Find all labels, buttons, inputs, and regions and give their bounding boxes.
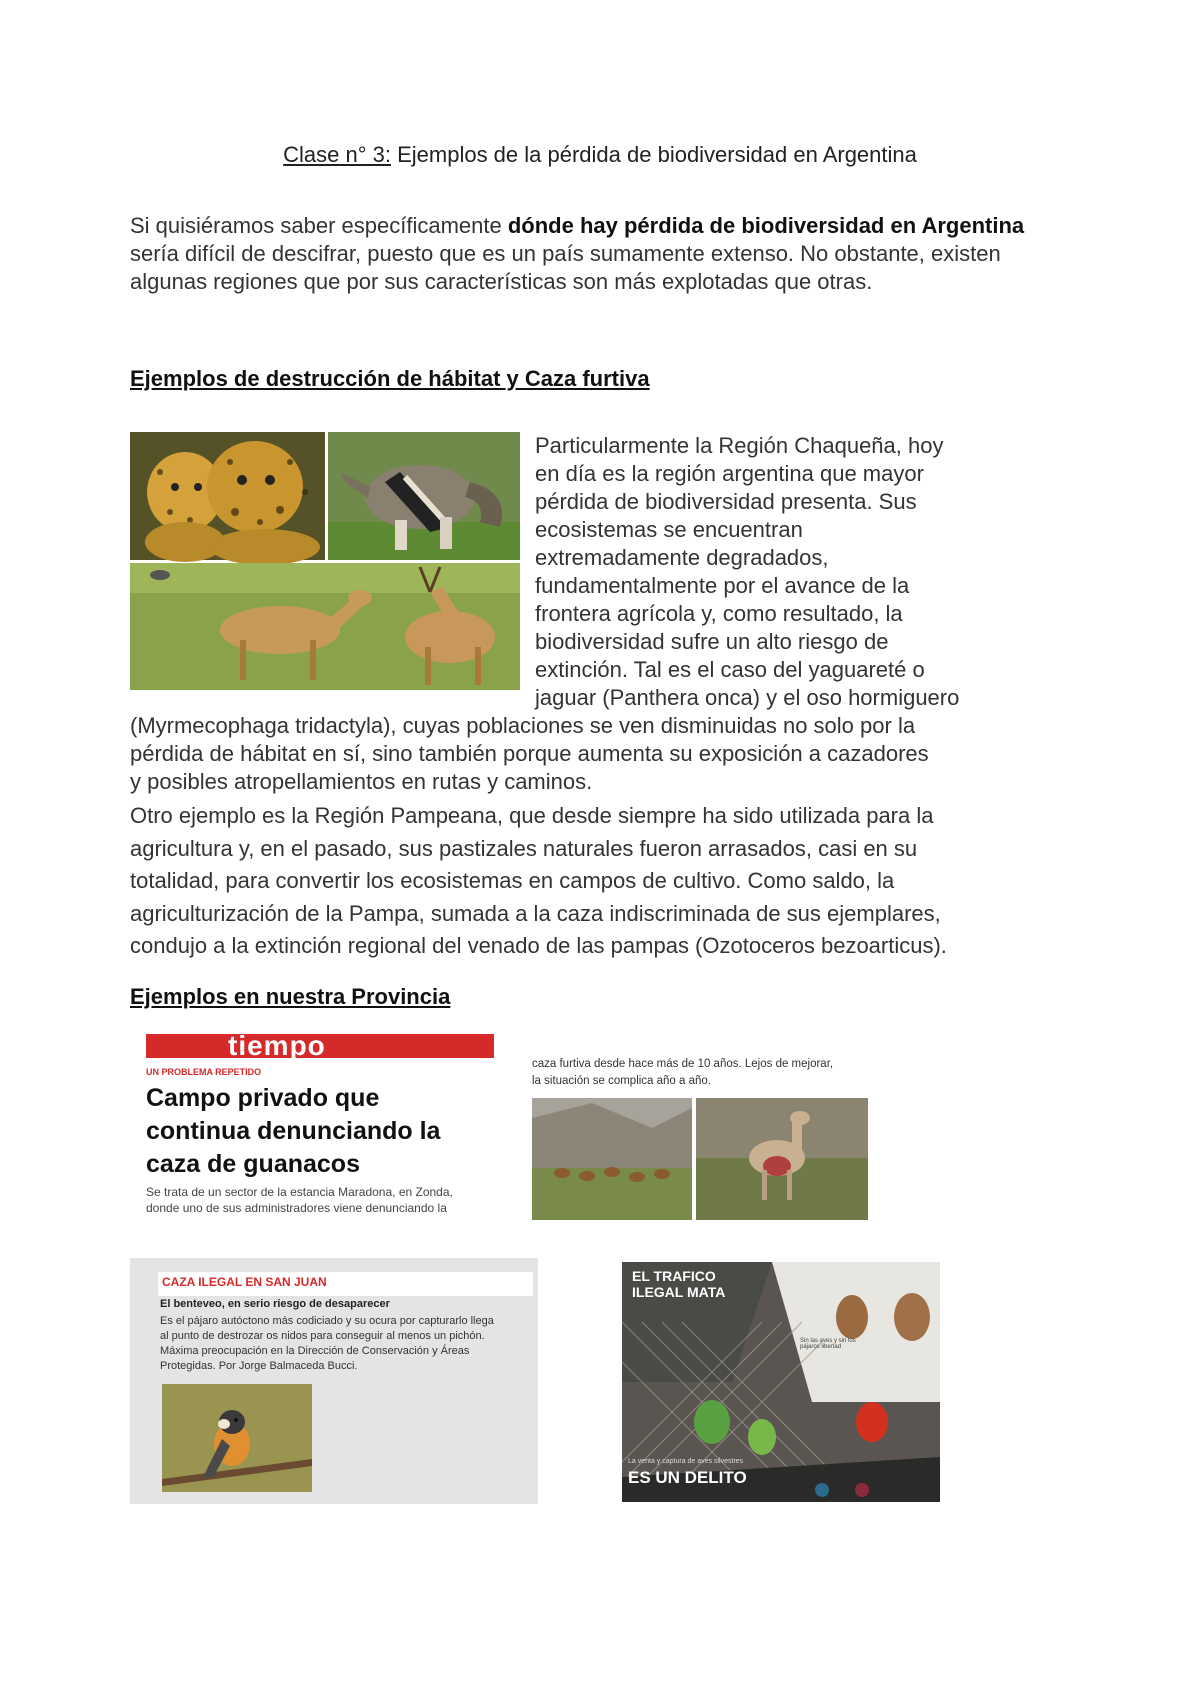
- text-line: Otro ejemplo es la Región Pampeana, que desde siempre ha sido utilizada para la: [130, 803, 934, 828]
- body-line: donde uno de sus administradores viene denunciando la: [146, 1201, 447, 1215]
- text-line: agriculturización de la Pampa, sumada a la caza indiscriminada de sus ejemplares,: [130, 900, 941, 926]
- body-line: Protegidas. Por Jorge Balmaceda Bucci.: [160, 1360, 358, 1372]
- poster-bottom-small: La venta y captura de aves silvestres: [628, 1458, 744, 1465]
- news-kicker-box: [158, 1272, 533, 1296]
- text-line: pérdida de biodiversidad presenta. Sus: [535, 489, 917, 514]
- news-kicker: UN PROBLEMA REPETIDO: [146, 1067, 262, 1077]
- poster-line: ILEGAL MATA: [632, 1284, 726, 1300]
- news-kicker: CAZA ILEGAL EN SAN JUAN: [162, 1275, 327, 1289]
- poster-bottom-big: ES UN DELITO: [628, 1468, 747, 1487]
- text-line: y posibles atropellamientos en rutas y caminos.: [130, 769, 593, 794]
- text-line: (Myrmecophaga tridactyla), cuyas poblaciones se ven disminuidas no solo por la: [130, 713, 916, 738]
- headline-line: continua denunciando la: [146, 1117, 441, 1145]
- intro-text-2: sería difícil de descifrar, puesto que es un país sumamente extenso. No obstante, existen algunas regiones que por sus características son más explotadas que otras.: [130, 241, 1001, 294]
- body-line: Máxima preocupación en la Dirección de Conservación y Áreas: [160, 1345, 470, 1357]
- text-line: biodiversidad sufre un alto riesgo de: [535, 629, 889, 654]
- caption-line: caza furtiva desde hace más de 10 años. Lejos de mejorar,: [532, 1058, 834, 1070]
- title-rest: Ejemplos de la pérdida de biodiversidad en Argentina: [390, 142, 917, 167]
- news-caption: [532, 1056, 833, 1090]
- section-heading-habitat: Ejemplos de destrucción de hábitat y Caza furtiva: [130, 366, 650, 391]
- text-line: condujo a la extinción regional del venado de las pampas (Ozotoceros bezoarticus).: [130, 933, 947, 958]
- pampeana-paragraph: [130, 800, 1070, 963]
- body-line: Se trata de un sector de la estancia Maradona, en Zonda,: [146, 1185, 453, 1199]
- text-line: pérdida de hábitat en sí, sino también porque aumenta su exposición a cazadores: [130, 741, 929, 766]
- poster-small-text: Sin las aves y sin los pájaros libertad: [800, 1338, 856, 1350]
- news-headline: [146, 1082, 440, 1181]
- newspaper-logo: tiempo: [228, 1034, 326, 1061]
- news-clipping-photos: [530, 1052, 870, 1222]
- headline-line: Campo privado que: [146, 1084, 380, 1112]
- text-line: frontera agrícola y, como resultado, la: [535, 601, 903, 626]
- news-body: [146, 1184, 453, 1216]
- chaco-paragraph-continued: [130, 712, 1070, 796]
- illegal-traffic-poster: [622, 1262, 940, 1502]
- text-line: agricultura y, en el pasado, sus pastizales naturales fueron arrasados, casi en su: [130, 835, 918, 861]
- poster-top-text: [632, 1268, 725, 1300]
- text-line: ecosistemas se encuentran: [535, 517, 803, 542]
- news-body: [160, 1314, 494, 1374]
- news-subtitle: El benteveo, en serio riesgo de desaparecer: [160, 1298, 390, 1310]
- wildlife-collage-image: [130, 432, 520, 690]
- text-line: totalidad, para convertir los ecosistemas en campos de cultivo. Como saldo, la: [130, 868, 895, 893]
- text-line: extremadamente degradados,: [535, 545, 829, 570]
- body-line: Es el pájaro autóctono más codiciado y su ocura por capturarlo llega: [160, 1315, 494, 1327]
- intro-paragraph: [130, 212, 1050, 296]
- intro-text-1: Si quisiéramos saber específicamente: [130, 213, 508, 238]
- text-line: extinción. Tal es el caso del yaguareté o: [535, 657, 925, 682]
- text-line: jaguar (Panthera onca) y el oso hormiguero: [535, 685, 960, 710]
- body-line: al punto de destrozar os nidos para conseguir al menos un pichón.: [160, 1330, 485, 1342]
- newspaper-banner: [146, 1034, 494, 1061]
- title-prefix: Clase n° 3:: [283, 142, 391, 167]
- page-title: [0, 142, 1200, 168]
- chaco-paragraph-wrap: [535, 432, 1015, 712]
- poster-line: EL TRAFICO: [632, 1268, 716, 1284]
- headline-line: caza de guanacos: [146, 1150, 360, 1178]
- section-heading-provincia: Ejemplos en nuestra Provincia: [130, 984, 451, 1009]
- text-line: fundamentalmente por el avance de la: [535, 573, 910, 598]
- caption-line: la situación se complica año a año.: [532, 1075, 711, 1087]
- intro-bold: dónde hay pérdida de biodiversidad en Argentina: [507, 213, 1025, 238]
- news-clipping-guanacos: [146, 1034, 494, 1218]
- benteveo-photo: [162, 1384, 312, 1492]
- text-line: en día es la región argentina que mayor: [535, 461, 924, 486]
- text-line: Particularmente la Región Chaqueña, hoy: [535, 433, 944, 458]
- news-clipping-benteveo: [130, 1258, 538, 1504]
